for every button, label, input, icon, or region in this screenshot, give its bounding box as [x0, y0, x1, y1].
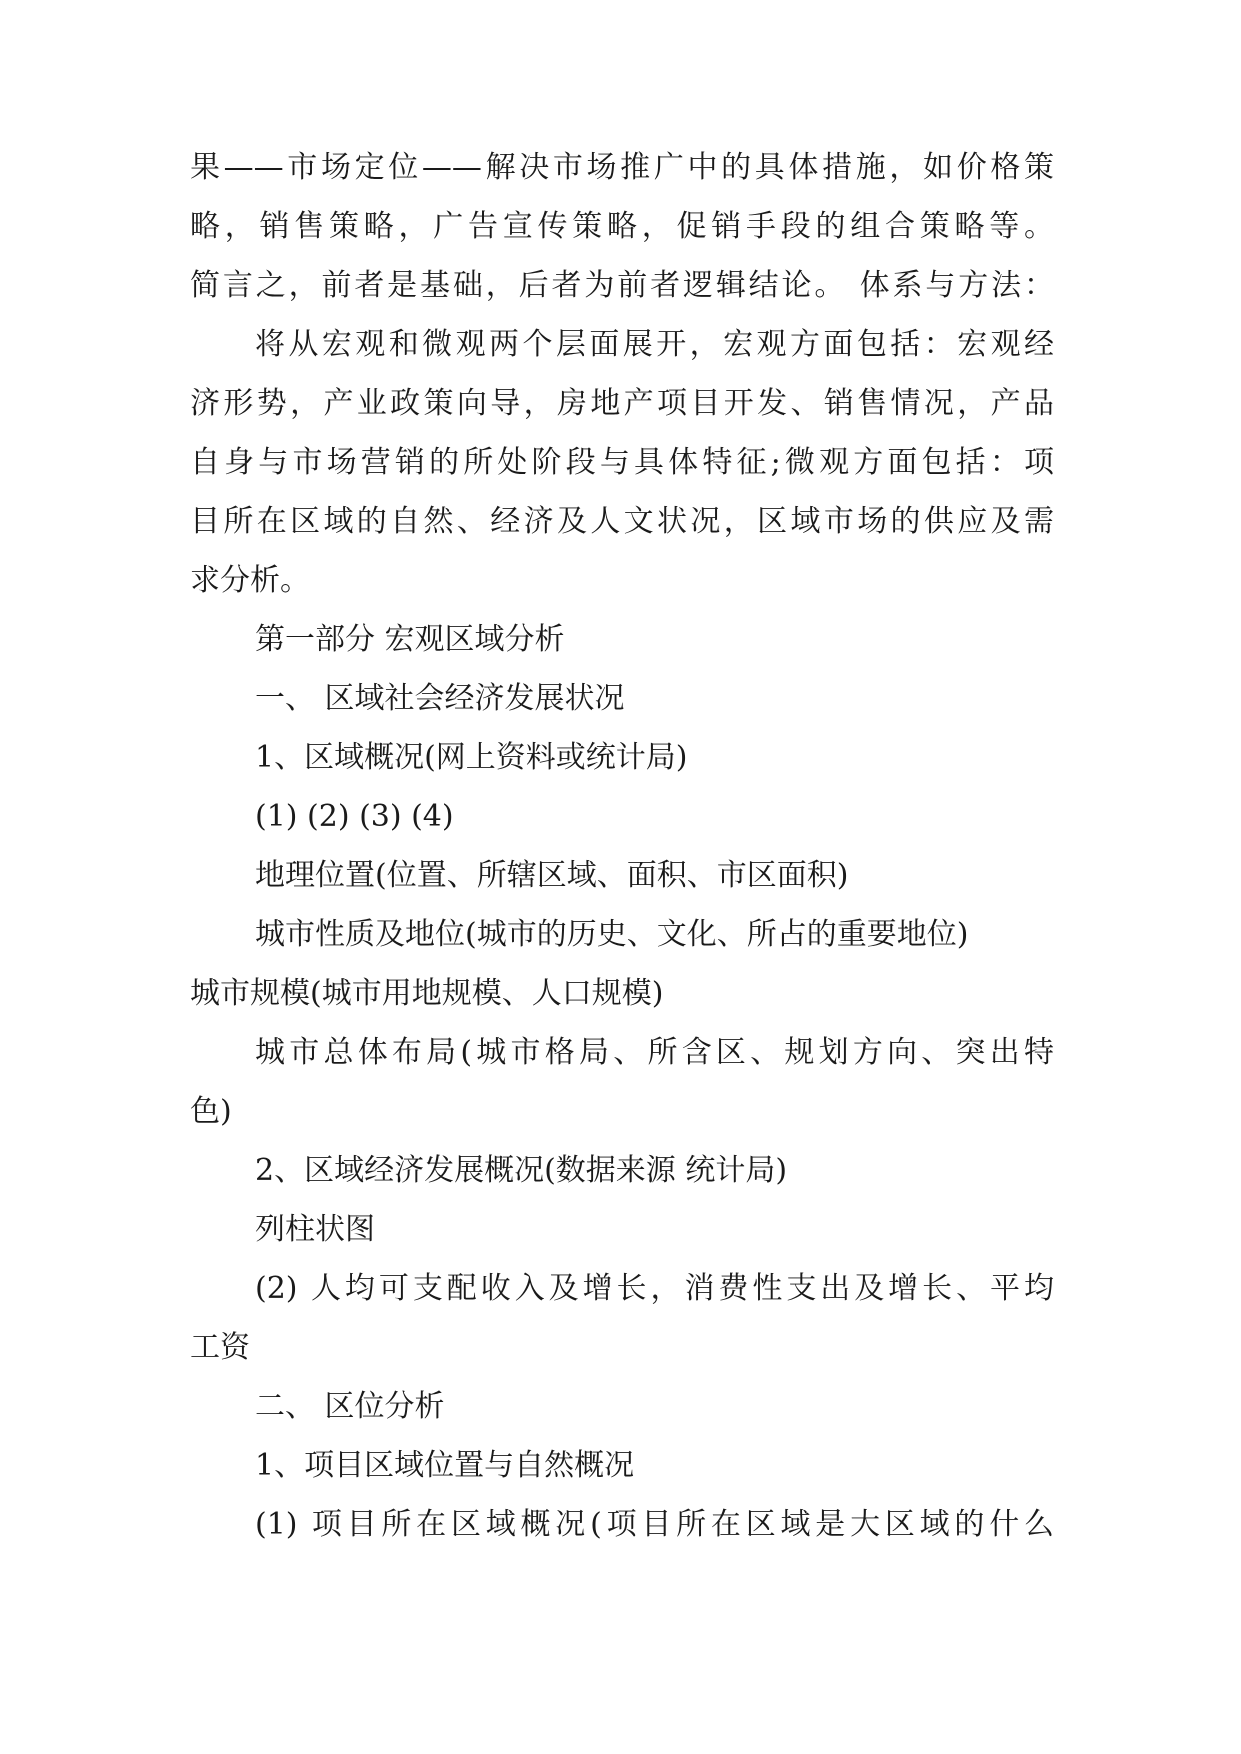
body-text-line: 1、项目区域位置与自然概况 [255, 1448, 635, 1483]
body-text-line: 1、区域概况(网上资料或统计局) [255, 740, 688, 775]
body-text-line: 城市总体布局(城市格局、所含区、规划方向、突出特 [255, 1035, 1054, 1070]
body-text-line: 工资 [190, 1330, 250, 1365]
body-text-line: 城市规模(城市用地规模、人口规模) [190, 976, 664, 1011]
body-text-line: 目所在区域的自然、经济及人文状况，区域市场的供应及需 [190, 504, 1054, 539]
body-text-line: 列柱状图 [255, 1212, 375, 1247]
body-text-line: 略，销售策略，广告宣传策略，促销手段的组合策略等。 [190, 209, 1054, 244]
body-text-line: 色) [190, 1094, 232, 1129]
body-text-line: (1) (2) (3) (4) [255, 799, 454, 834]
body-text-line: 2、区域经济发展概况(数据来源 统计局) [255, 1153, 788, 1188]
body-text-line: 简言之，前者是基础，后者为前者逻辑结论。 体系与方法： [190, 268, 1054, 303]
body-text-line: 济形势，产业政策向导，房地产项目开发、销售情况，产品 [190, 386, 1054, 421]
body-text-line: 果——市场定位——解决市场推广中的具体措施，如价格策 [190, 150, 1054, 185]
subsection-heading: 二、 区位分析 [255, 1389, 445, 1424]
body-text-line: 求分析。 [190, 563, 310, 598]
body-text-line: 将从宏观和微观两个层面展开，宏观方面包括：宏观经 [255, 327, 1054, 362]
body-text-line: 地理位置(位置、所辖区域、面积、市区面积) [255, 858, 849, 893]
body-text-line: (1) 项目所在区域概况(项目所在区域是大区域的什么 [255, 1507, 1054, 1542]
body-text-line: (2) 人均可支配收入及增长，消费性支出及增长、平均 [255, 1271, 1054, 1306]
subsection-heading: 一、 区域社会经济发展状况 [255, 681, 625, 716]
body-text-line: 自身与市场营销的所处阶段与具体特征;微观方面包括：项 [190, 445, 1054, 480]
body-text-line: 城市性质及地位(城市的历史、文化、所占的重要地位) [255, 917, 969, 952]
section-heading: 第一部分 宏观区域分析 [255, 622, 565, 657]
